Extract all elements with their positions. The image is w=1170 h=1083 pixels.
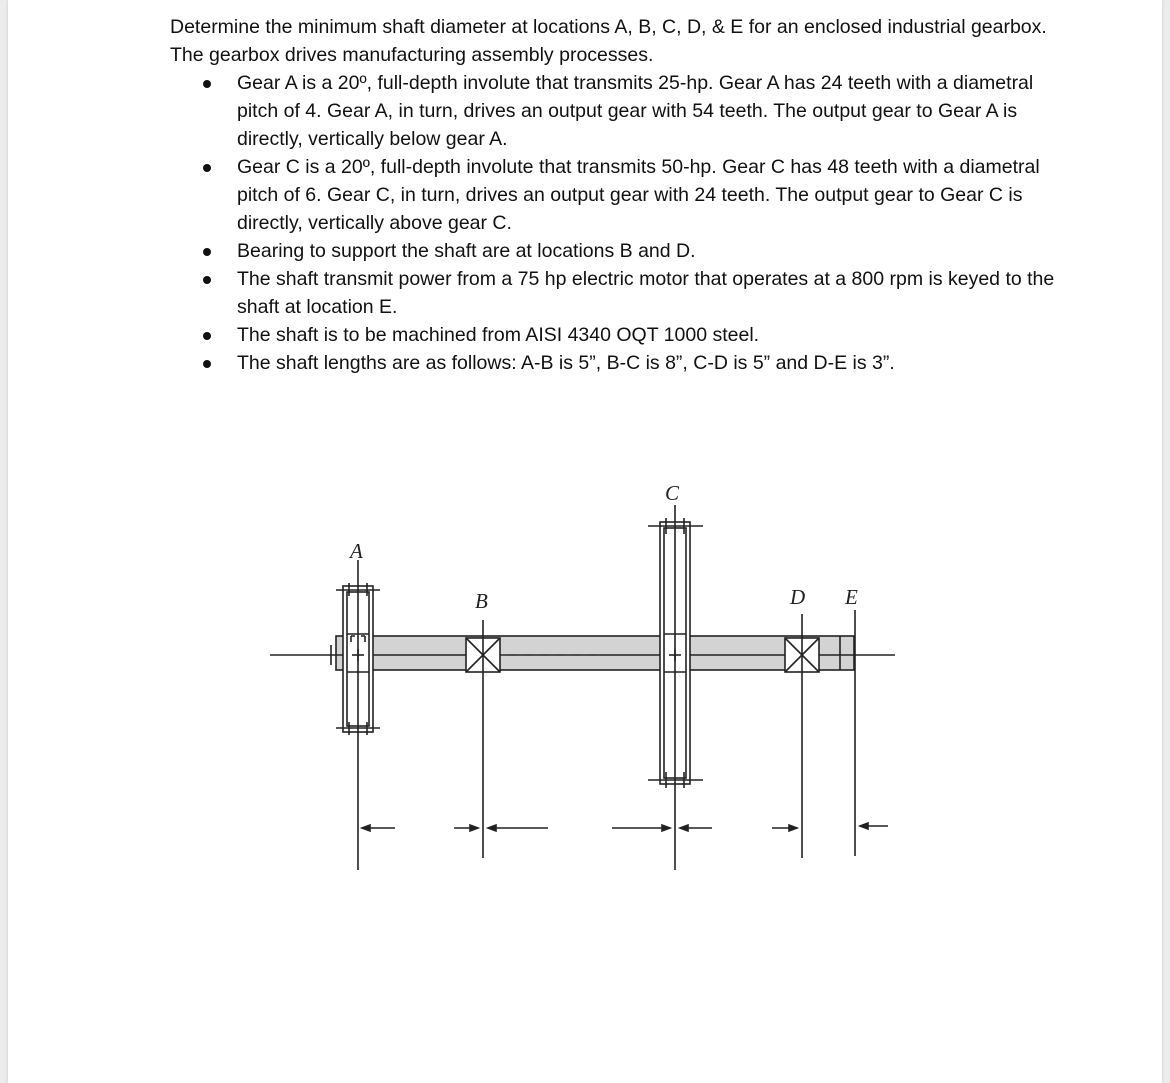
bearing-b [466, 620, 500, 858]
bullet-text-bearings: Bearing to support the shaft are at locations B and D. [237, 240, 696, 262]
problem-intro: Determine the minimum shaft diameter at locations A, B, C, D, & E for an enclosed industrial gearbox. The gearbox drives manufacturing assembly processes. [170, 16, 1047, 66]
bullet-text-lengths: The shaft lengths are as follows: A-B is 5”, B-C is 8”, C-D is 5” and D-E is 3”. [237, 352, 895, 374]
label-a: A [350, 539, 363, 563]
label-c: C [665, 481, 680, 505]
bullet-text-motor: The shaft transmit power from a 75 hp electric motor that operates at a 800 rpm is keyed to the shaft at location E. [237, 268, 1055, 318]
label-d: D [790, 585, 806, 609]
shaft-body [336, 636, 854, 670]
bullet-text-gear-a: Gear A is a 20º, full-depth involute that transmits 25-hp. Gear A has 24 teeth with a diametral pitch of 4. Gear A, in turn, drives an output gear with 54 teeth. The output gear to Gear A is directly, vertically below gear A. [237, 72, 1034, 150]
bearing-d [785, 614, 819, 858]
bullet-text-gear-c: Gear C is a 20º, full-depth involute that transmits 50-hp. Gear C has 48 teeth with a diametral pitch of 6. Gear C, in turn, drives an output gear with 24 teeth. The output gear to Gear C is directly, vertically above gear C. [237, 156, 1040, 234]
label-e: E [845, 585, 858, 609]
bullet-text-material: The shaft is to be machined from AISI 4340 OQT 1000 steel. [237, 324, 760, 346]
label-b: B [475, 589, 488, 613]
